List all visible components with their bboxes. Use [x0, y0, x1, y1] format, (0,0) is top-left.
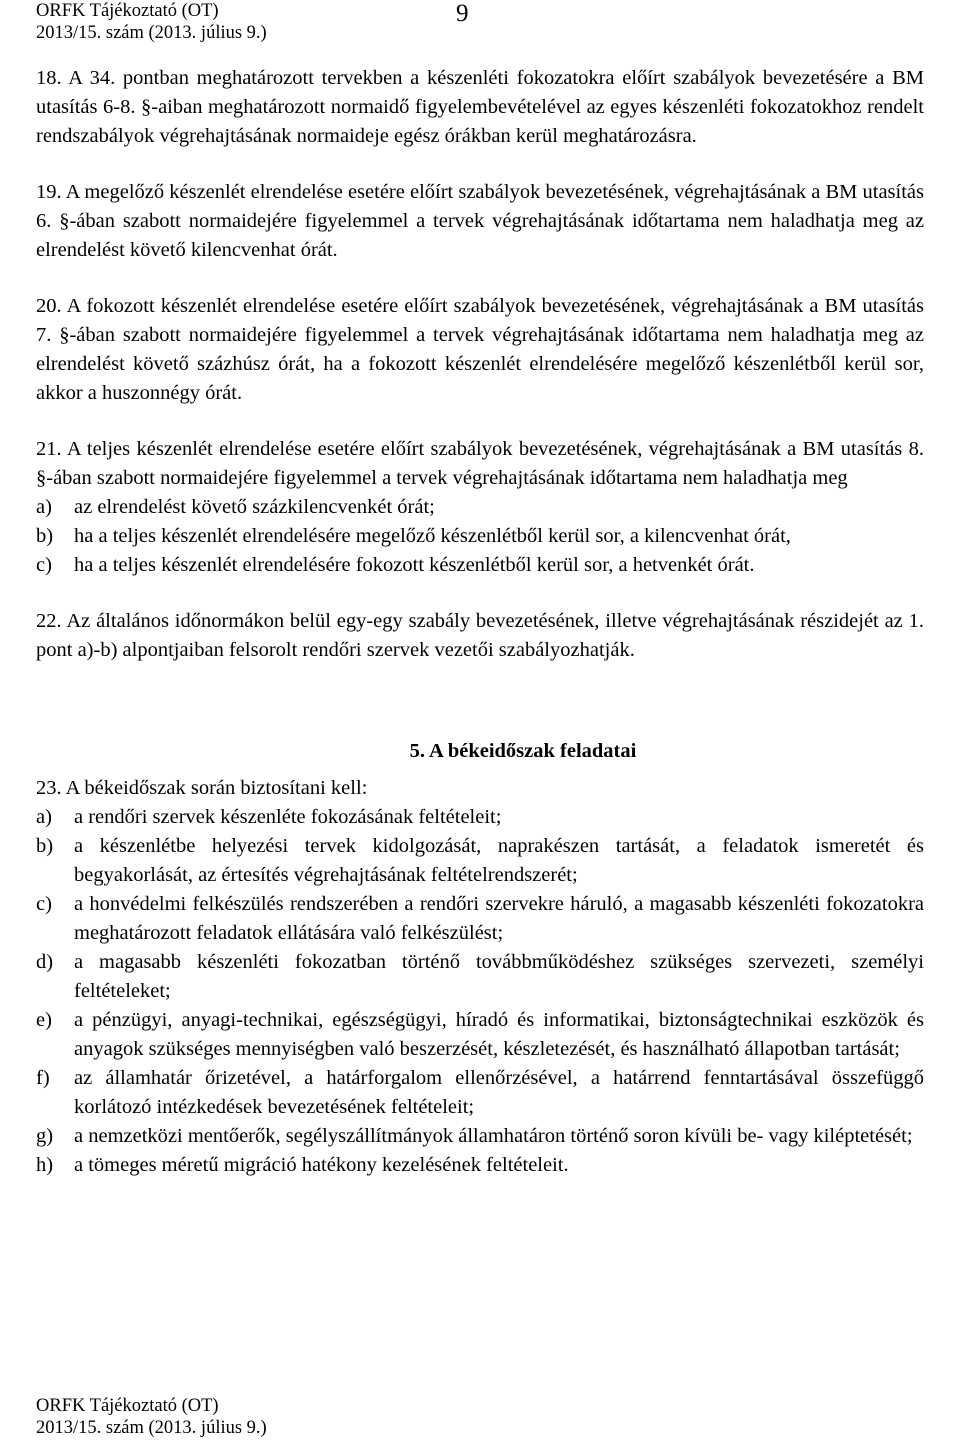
list-item-label: b): [36, 525, 54, 547]
list-item: [36, 522, 924, 551]
list-item-text: az elrendelést követő százkilencvenkét órát;: [74, 496, 435, 518]
paragraph-22: 22. Az általános időnormákon belül egy-egy szabály bevezetésének, illetve végrehajtásának részidejét az 1. pont a)-b) alpontjaiban felsorolt rendőri szervek vezetői szabályozhatják.: [36, 610, 924, 661]
paragraph-23: 23. A békeidőszak során biztosítani kell:: [36, 777, 368, 799]
page-footer: [36, 1395, 736, 1439]
list-item-text: ha a teljes készenlét elrendelésére megelőző készenlétből kerül sor, a kilencvenhat órát,: [74, 525, 791, 547]
header-source: ORFK Tájékoztató (OT): [36, 1, 219, 21]
list-item-text: az államhatár őrizetével, a határforgalom ellenőrzésével, a határrend fenntartásával összefüggő korlátozó intézkedések bevezetésének feltételeit;: [74, 1067, 924, 1118]
list-item: [36, 948, 924, 1006]
list-item-text: a honvédelmi felkészülés rendszerében a rendőri szervekre háruló, a magasabb készenléti fokozatokra meghatározott feladatok ellátására való felkészülést;: [74, 893, 924, 944]
document-body: [36, 64, 924, 1180]
list-item: [36, 1151, 924, 1180]
list-item-text: a magasabb készenléti fokozatban történő továbbműködéshez szükséges szervezeti, személyi feltételeket;: [74, 951, 924, 1002]
paragraph-19: 19. A megelőző készenlét elrendelése esetére előírt szabályok bevezetésének, végrehajtásának a BM utasítás 6. §-ában szabott normaidejére figyelemmel a tervek végrehajtásának időtartama nem haladhatja meg az elrendelést követő kilencvenhat órát.: [36, 181, 924, 261]
list-item-label: c): [36, 554, 52, 576]
list-item: [36, 1064, 924, 1122]
list-item: [36, 803, 924, 832]
list-item-label: b): [36, 835, 54, 857]
list-item-label: h): [36, 1154, 54, 1176]
footer-source: ORFK Tájékoztató (OT): [36, 1396, 219, 1416]
list-item-label: f): [36, 1067, 50, 1089]
list-item-text: ha a teljes készenlét elrendelésére fokozott készenlétből kerül sor, a hetvenkét órát.: [74, 554, 755, 576]
list-item: [36, 551, 924, 580]
list-item: [36, 1122, 924, 1151]
list-item-text: a pénzügyi, anyagi-technikai, egészségügyi, híradó és informatikai, biztonságtechnikai eszközök és anyagok szükséges mennyiségben való beszerzését, készletezését, és használható állapotban tartását;: [74, 1009, 924, 1060]
footer-issue: 2013/15. szám (2013. július 9.): [36, 1418, 267, 1438]
list-item-text: a rendőri szervek készenléte fokozásának feltételeit;: [74, 806, 502, 828]
list-item: [36, 890, 924, 948]
list-item: [36, 1006, 924, 1064]
list-item-label: c): [36, 893, 52, 915]
paragraph-18: 18. A 34. pontban meghatározott tervekben a készenléti fokozatokra előírt szabályok bevezetésére a BM utasítás 6-8. §-aiban meghatározott normaidő figyelembevételével az egyes készenléti fokozatokhoz rendelt rendszabályok végrehajtásának normaideje egész órákban kerül meghatározásra.: [36, 67, 924, 147]
list-item-text: a nemzetközi mentőerők, segélyszállítmányok államhatáron történő soron kívüli be- vagy kiléptetését;: [74, 1125, 913, 1147]
paragraph-21: 21. A teljes készenlét elrendelése esetére előírt szabályok bevezetésének, végrehajtásának a BM utasítás 8. §-ában szabott normaidejére figyelemmel a tervek végrehajtásának időtartama nem haladhatja meg: [36, 438, 924, 489]
section-title: 5. A békeidőszak feladatai: [409, 740, 637, 762]
list-item: [36, 493, 924, 522]
paragraph-20: 20. A fokozott készenlét elrendelése esetére előírt szabályok bevezetésének, végrehajtásának a BM utasítás 7. §-ában szabott normaidejére figyelemmel a tervek végrehajtásának időtartama nem haladhatja meg az elrendelést követő százhúsz órát, ha a fokozott készenlét elrendelésére megelőző készenlétből kerül sor, akkor a huszonnégy órát.: [36, 295, 924, 404]
list-item-label: d): [36, 951, 54, 973]
list-item-label: a): [36, 496, 52, 518]
list-item: [36, 832, 924, 890]
list-item-label: e): [36, 1009, 52, 1031]
list-item-text: a készenlétbe helyezési tervek kidolgozását, naprakészen tartását, a feladatok ismeretét és begyakorlását, az értesítés végrehajtásának feltételrendszerét;: [74, 835, 924, 886]
list-item-label: a): [36, 806, 52, 828]
list-item-label: g): [36, 1125, 54, 1147]
header-issue: 2013/15. szám (2013. július 9.): [36, 23, 267, 43]
page-header: [36, 0, 936, 50]
page-number: 9: [456, 0, 469, 27]
list-item-text: a tömeges méretű migráció hatékony kezelésének feltételeit.: [74, 1154, 569, 1176]
